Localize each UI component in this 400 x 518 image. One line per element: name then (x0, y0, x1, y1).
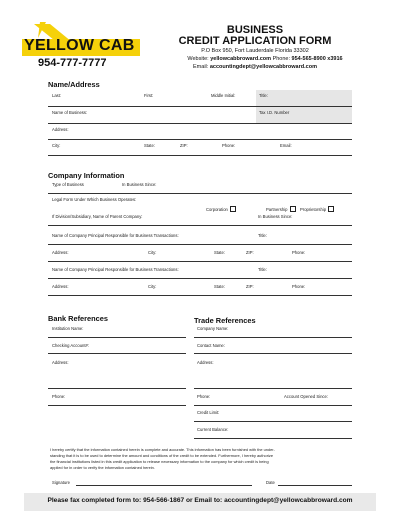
yellow-cab-logo (20, 22, 142, 70)
title-line1: BUSINESS (226, 24, 284, 36)
checking-account-label: Checking Account#: (52, 343, 90, 348)
checking-field-line[interactable] (48, 353, 186, 354)
proprietorship-label: Proprietorship (300, 207, 327, 212)
institution-name-label: Institution Name: (52, 326, 84, 331)
footer-instructions: Please fax completed form to: 954-566-1867 or Email to: accountingdept@yellowcabbroward.com (47, 497, 353, 504)
principal-1-address-field-line[interactable] (48, 261, 352, 262)
partnership-checkbox[interactable] (290, 206, 296, 212)
address-field-line[interactable] (48, 139, 352, 140)
city-label: City: (52, 143, 61, 148)
tax-id-label: Tax I.D. Number (259, 110, 290, 115)
office-phone: 954-565-8900 x3916 (291, 56, 343, 62)
bank-references-heading: Bank References (48, 314, 108, 323)
state-label: State: (144, 143, 155, 148)
bank-phone-label: Phone: (52, 394, 66, 399)
zip-label: ZIP: (180, 143, 188, 148)
corporation-checkbox[interactable] (230, 206, 236, 212)
certify-line-4: applied for in order to verify the information contained herein. (50, 465, 155, 470)
title-line2: CREDIT APPLICATION FORM (178, 35, 332, 47)
corporation-label: Corporation (206, 207, 228, 212)
name-address-heading: Name/Address (48, 80, 100, 89)
signature-field-line[interactable] (76, 485, 252, 486)
logo-phone: 954-777-7777 (38, 57, 107, 69)
email-link[interactable]: accountingdept@yellowcabbroward.com (209, 64, 317, 70)
account-opened-label: Account Opened Since: (284, 394, 328, 399)
last-name-label: Last: (52, 93, 62, 98)
principal-1-address-label: Address: (52, 250, 69, 255)
name-field-line[interactable] (48, 106, 352, 107)
partnership-option[interactable] (266, 206, 296, 212)
partnership-label: Partnership (266, 207, 288, 212)
principal-2-label: Name of Company Principal Responsible for Business Transactions: (52, 267, 179, 272)
principal-1-label: Name of Company Principal Responsible for Business Transactions: (52, 233, 179, 238)
principal-2-phone-label: Phone: (292, 284, 306, 289)
parent-company-label: If Division/Subsidiary, Name of Parent Company: (52, 214, 143, 219)
phone-label: Phone: (272, 56, 290, 62)
current-balance-label: Current Balance: (197, 427, 229, 432)
date-field-line[interactable] (278, 485, 352, 486)
type-of-business-field-line[interactable] (48, 193, 352, 194)
corporation-option[interactable] (206, 206, 236, 212)
institution-field-line[interactable] (48, 337, 186, 338)
principal-1-city-label: City: (148, 250, 157, 255)
trade-phone-label: Phone: (197, 394, 211, 399)
office-address: P.O Box 950, Fort Lauderdale Florida 33302 (201, 48, 309, 54)
proprietorship-checkbox[interactable] (328, 206, 334, 212)
signature-label: Signature (52, 480, 70, 485)
principal-2-address-label: Address: (52, 284, 69, 289)
parent-company-field-line[interactable] (48, 225, 352, 226)
bank-phone-field-line[interactable] (48, 405, 186, 406)
middle-initial-label: Middle Initial: (211, 93, 236, 98)
trade-references-heading: Trade References (194, 316, 256, 325)
business-name-field-line[interactable] (48, 123, 352, 124)
website-phone-line (165, 56, 365, 62)
email-line (165, 64, 345, 70)
first-name-label: First: (144, 93, 154, 98)
principal-2-zip-label: ZIP: (246, 284, 254, 289)
legal-form-label: Legal Form Under Which Business Operates: (52, 197, 137, 202)
trade-contact-field-line[interactable] (194, 353, 352, 354)
type-of-business-label: Type of Business (52, 182, 84, 187)
phone-label: Phone: (222, 143, 236, 148)
proprietorship-option[interactable] (300, 206, 334, 212)
website-label: Website: (187, 56, 209, 62)
bank-address-field-line[interactable] (48, 388, 186, 389)
website-link[interactable]: yellowcabbroward.com (210, 56, 272, 62)
principal-1-zip-label: ZIP: (246, 250, 254, 255)
current-balance-field-line[interactable] (194, 438, 352, 439)
principal-2-state-label: State: (214, 284, 225, 289)
business-name-label: Name of Business: (52, 110, 88, 115)
credit-limit-label: Credit Limit: (197, 410, 220, 415)
certify-line-3: the financial institutions listed in this credit application to release necessary information to the company for which credit is being (50, 459, 269, 464)
in-business-since-label: In Business Since: (122, 182, 157, 187)
certify-line-2: standing that it is to be used to determine the amount and conditions of the credit to be extended. Furthermore, I hereby authorize (50, 453, 273, 458)
trade-contact-label: Contact Name: (197, 343, 225, 348)
email-label: Email: (193, 64, 209, 70)
trade-address-field-line[interactable] (194, 388, 352, 389)
in-business-since-2-label: In Business Since: (258, 214, 293, 219)
address-label: Address: (52, 127, 69, 132)
title-label: Title: (259, 93, 268, 98)
principal-2-field-line[interactable] (48, 278, 352, 279)
principal-1-state-label: State: (214, 250, 225, 255)
trade-address-label: Address: (197, 360, 214, 365)
email-label: Email: (280, 143, 292, 148)
principal-1-title-label: Title: (258, 233, 267, 238)
principal-1-phone-label: Phone: (292, 250, 306, 255)
principal-1-field-line[interactable] (48, 244, 352, 245)
principal-2-address-field-line[interactable] (48, 295, 352, 296)
city-field-line[interactable] (48, 155, 352, 156)
credit-limit-field-line[interactable] (194, 421, 352, 422)
logo-text: YELLOW CAB (24, 37, 135, 54)
bank-address-label: Address: (52, 360, 69, 365)
date-label: Date (266, 480, 275, 485)
trade-phone-field-line[interactable] (194, 405, 352, 406)
trade-company-field-line[interactable] (194, 337, 352, 338)
company-info-heading: Company Information (48, 171, 125, 180)
trade-company-label: Company Name: (197, 326, 229, 331)
principal-2-title-label: Title: (258, 267, 267, 272)
principal-2-city-label: City: (148, 284, 157, 289)
title-field-shade (256, 90, 352, 106)
certify-line-1: I hereby certify that the information contained herein is complete and accurate. This information has been furnished with the under- (50, 447, 275, 452)
